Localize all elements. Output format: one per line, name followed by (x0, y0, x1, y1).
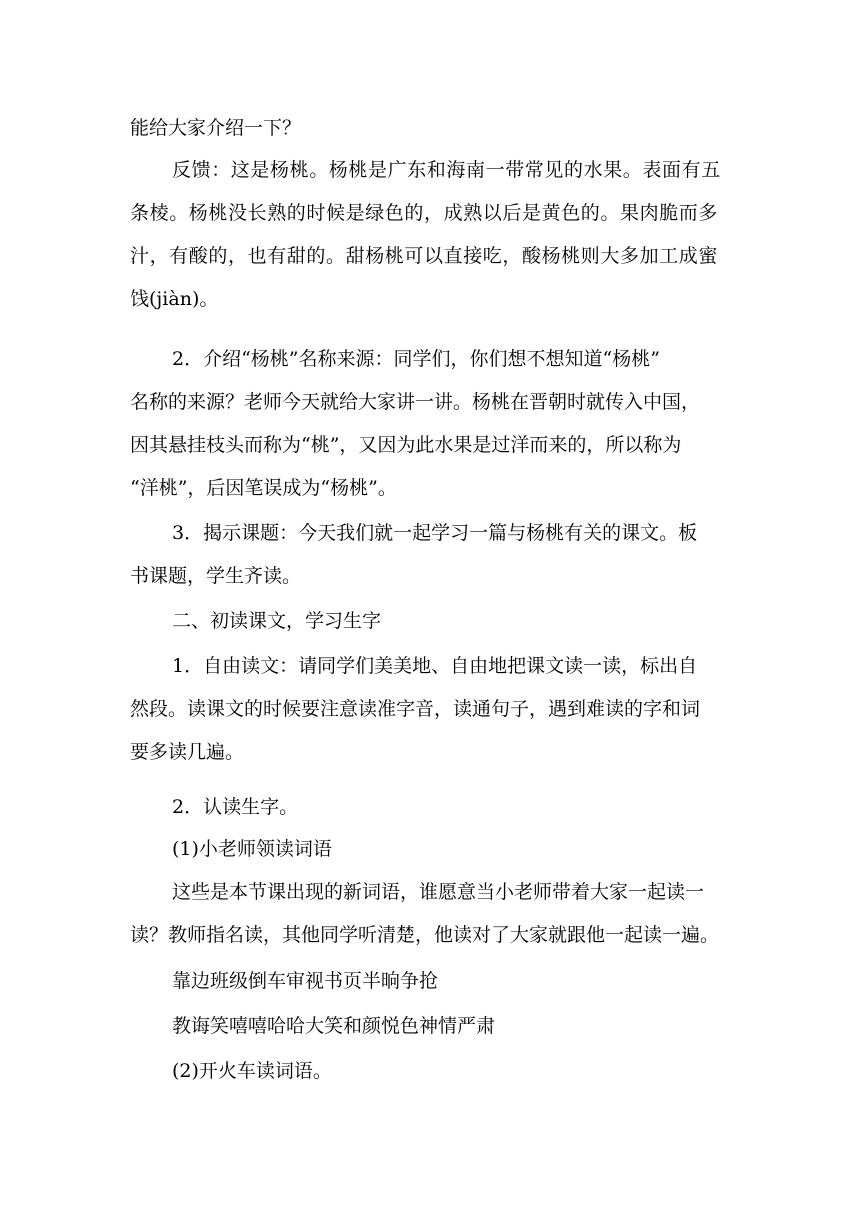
text-line: (2)开火车读词语。 (172, 1060, 332, 1082)
text-line: 条棱。杨桃没长熟的时候是绿色的，成熟以后是黄色的。果肉脆而多 (130, 202, 719, 224)
section-heading: 二、初读课文，学习生字 (172, 610, 382, 632)
text-line: 要多读几遍。 (130, 741, 245, 763)
text-line: “洋桃”，后因笔误成为“杨桃”。 (130, 477, 397, 499)
vocabulary-line: 教诲笑嘻嘻哈哈大笑和颜悦色神情严肃 (172, 1015, 496, 1037)
text-line: 这些是本节课出现的新词语，谁愿意当小老师带着大家一起读一 (172, 881, 705, 903)
text-line: 反馈：这是杨桃。杨桃是广东和海南一带常见的水果。表面有五 (172, 159, 721, 181)
text-line: 名称的来源？老师今天就给大家讲一讲。杨桃在晋朝时就传入中国， (130, 391, 701, 413)
text-line: 饯(jiàn)。 (130, 288, 219, 310)
text-line: 汁，有酸的，也有甜的。甜杨桃可以直接吃，酸杨桃则大多加工成蜜 (130, 245, 719, 267)
text-line: (1)小老师领读词语 (172, 838, 332, 860)
vocabulary-line: 靠边班级倒车审视书页半晌争抢 (172, 970, 439, 992)
text-line: 1．自由读文：请同学们美美地、自由地把课文读一读，标出自 (172, 655, 698, 677)
text-line: 2．介绍“杨桃”名称来源：同学们，你们想不想知道“杨桃” (172, 348, 660, 370)
text-line: 然段。读课文的时候要注意读准字音，读通句子，遇到难读的字和词 (130, 698, 701, 720)
text-line: 读？教师指名读，其他同学听清楚，他读对了大家就跟他一起读一遍。 (130, 924, 720, 946)
text-line: 因其悬挂枝头而称为“桃”，又因为此水果是过洋而来的，所以称为 (130, 434, 682, 456)
text-line: 书课题，学生齐读。 (130, 565, 302, 587)
text-line: 2．认读生字。 (172, 796, 299, 818)
text-line: 3．揭示课题：今天我们就一起学习一篇与杨桃有关的课文。板 (172, 522, 698, 544)
text-line: 能给大家介绍一下？ (130, 117, 302, 139)
